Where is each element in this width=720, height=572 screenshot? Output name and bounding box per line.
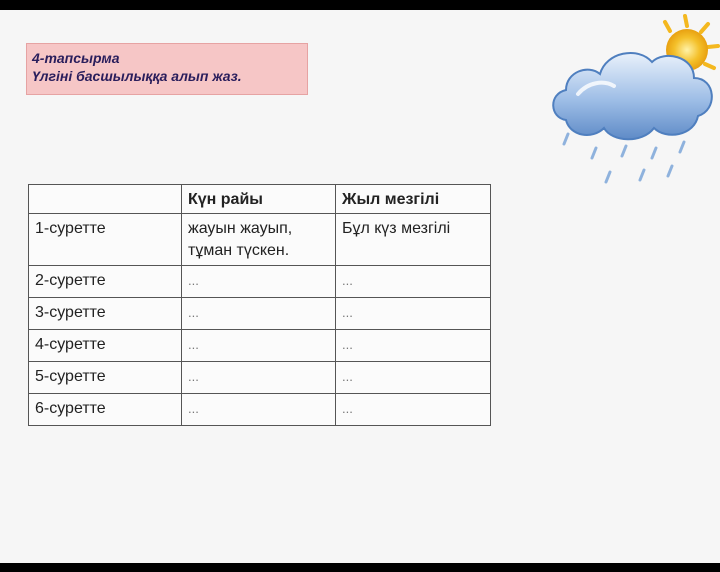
season-cell: ... [336,394,491,426]
table-row [29,214,491,266]
row-label: 4-суретте [29,330,182,362]
task-instruction: Үлгіні басшылыққа алып жаз. [32,68,242,84]
season-cell: ... [336,330,491,362]
weather-cell: ... [182,298,336,330]
weather-cell: ... [182,362,336,394]
table-row [29,330,491,362]
row-label: 3-суретте [29,298,182,330]
weather-line: жауын жауып, [188,220,293,237]
weather-cell: ... [182,266,336,298]
table-row [29,298,491,330]
table-row [29,266,491,298]
header-season: Жыл мезгілі [336,185,491,214]
weather-line: тұман түскен. [188,242,290,259]
table-row [29,394,491,426]
task-title: 4-тапсырма [32,50,120,66]
season-cell: ... [336,298,491,330]
slide [0,10,720,563]
season-cell: ... [336,362,491,394]
table-row [29,362,491,394]
season-cell: Бұл күз мезгілі [336,214,491,266]
task-box [26,43,308,95]
weather-cell [182,214,336,266]
header-weather: Күн райы [182,185,336,214]
row-label: 1-суретте [29,214,182,266]
rain-cloud-with-sun-icon [548,12,720,192]
row-label: 6-суретте [29,394,182,426]
row-label: 5-суретте [29,362,182,394]
header-empty [29,185,182,214]
weather-cell: ... [182,394,336,426]
table-header-row [29,185,491,214]
weather-season-table [28,184,491,426]
season-cell: ... [336,266,491,298]
weather-cell: ... [182,330,336,362]
row-label: 2-суретте [29,266,182,298]
